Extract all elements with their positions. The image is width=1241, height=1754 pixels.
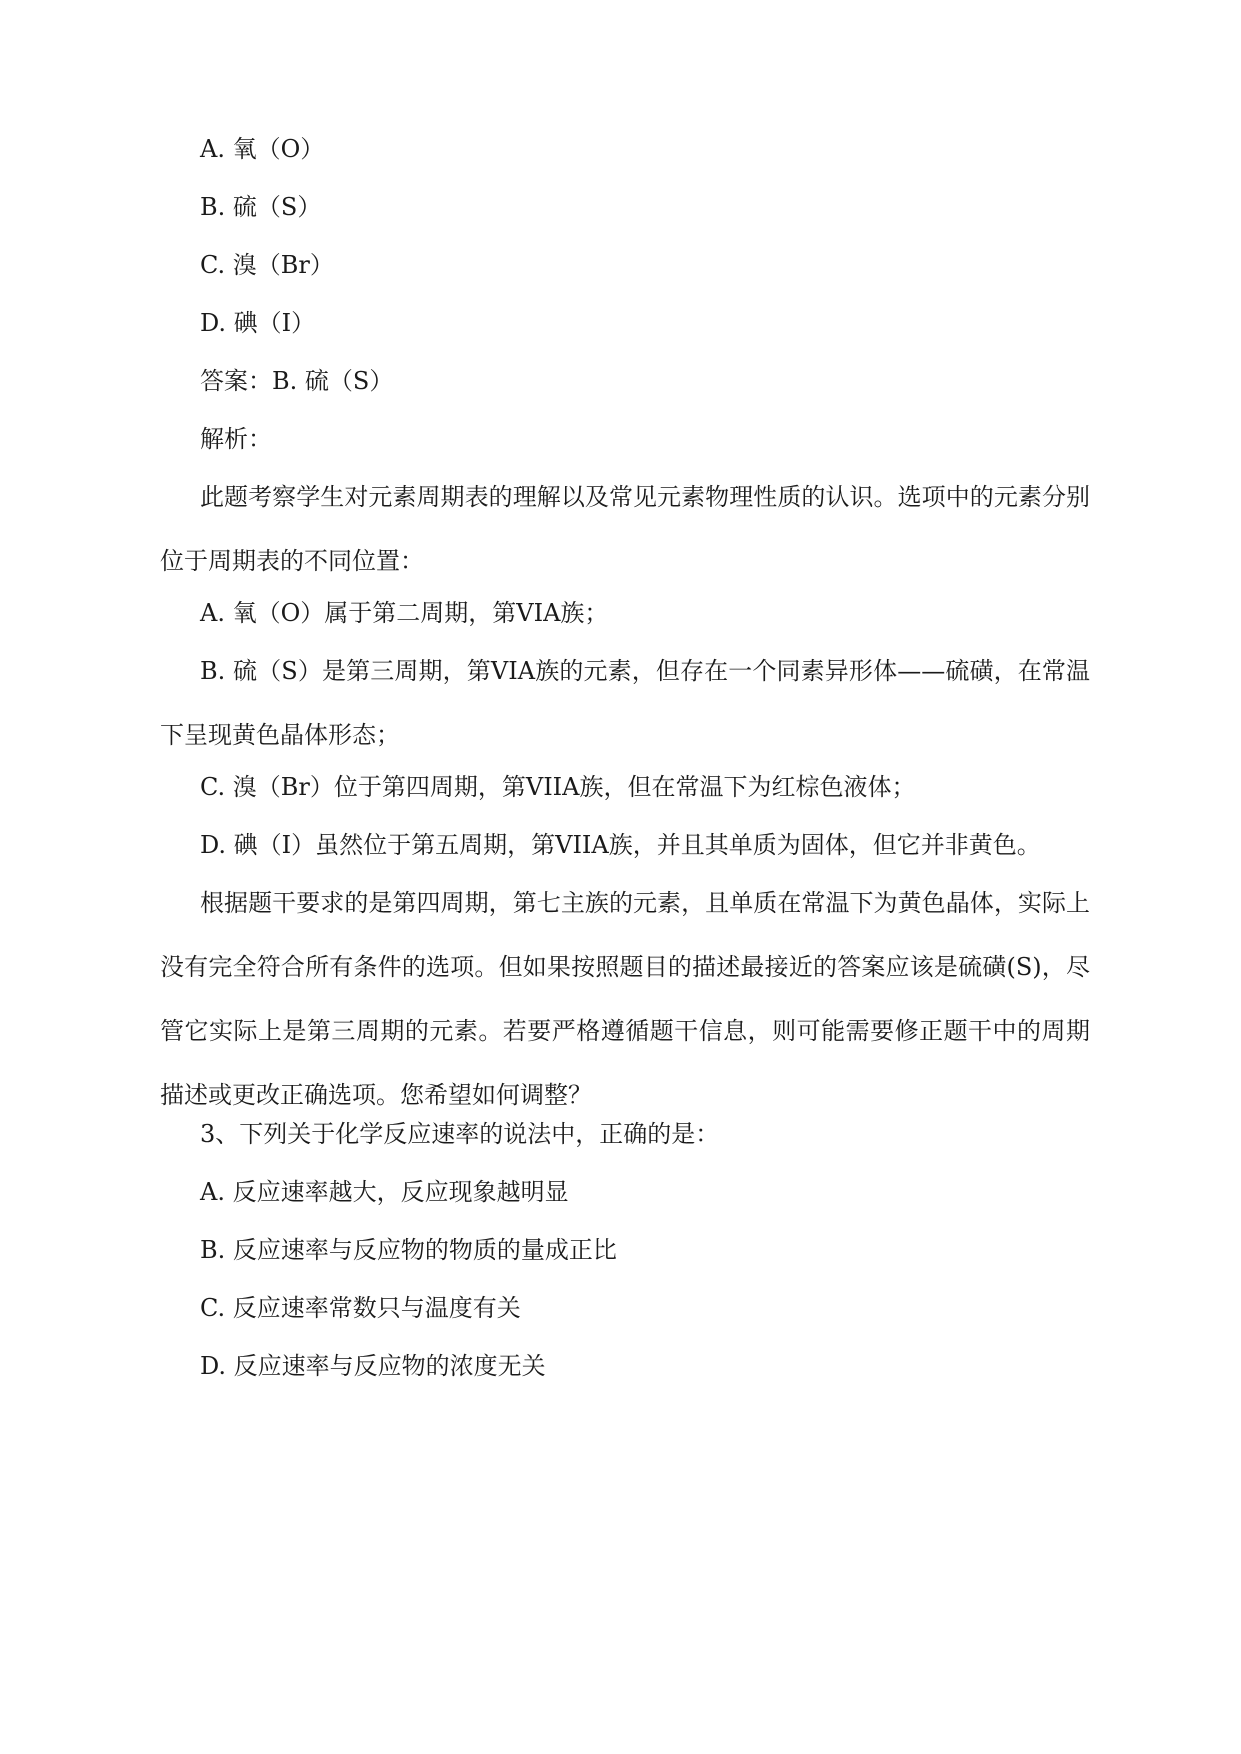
- q3-option-a: A. 反应速率越大，反应现象越明显: [200, 1178, 569, 1206]
- q2-conclusion: 根据题干要求的是第四周期，第七主族的元素，且单质在常温下为黄色晶体，实际上没有完全符合所有条件的选项。但如果按照题目的描述最接近的答案应该是硫磺(S)，尽管它实际上是第三周期的元素。若要严格遵循题干信息，则可能需要修正题干中的周期描述或更改正确选项。您希望如何调整？: [160, 889, 1090, 1109]
- q2-option-d: D. 碘（I）: [200, 309, 316, 337]
- q2-option-c: C. 溴（Br）: [200, 251, 334, 279]
- q2-explanation-a: A. 氧（O）属于第二周期，第VIA族；: [200, 599, 609, 627]
- q3-option-c: C. 反应速率常数只与温度有关: [200, 1294, 521, 1322]
- q2-explanation-b: B. 硫（S）是第三周期，第VIA族的元素，但存在一个同素异形体——硫磺，在常温下呈现黄色晶体形态；: [160, 657, 1090, 749]
- q2-explanation-d: D. 碘（I）虽然位于第五周期，第VIIA族，并且其单质为固体，但它并非黄色。: [200, 831, 1041, 859]
- q2-analysis-title: 解析：: [200, 425, 272, 453]
- q2-answer: 答案：B. 硫（S）: [200, 367, 394, 395]
- q2-option-b: B. 硫（S）: [200, 193, 322, 221]
- q2-option-a: A. 氧（O）: [200, 135, 325, 163]
- q3-option-b: B. 反应速率与反应物的物质的量成正比: [200, 1236, 617, 1264]
- q2-explanation-c: C. 溴（Br）位于第四周期，第VIIA族，但在常温下为红棕色液体；: [200, 773, 916, 801]
- q3-question: 3、下列关于化学反应速率的说法中，正确的是：: [200, 1120, 720, 1148]
- q2-analysis-intro: 此题考察学生对元素周期表的理解以及常见元素物理性质的认识。选项中的元素分别位于周期表的不同位置：: [160, 483, 1090, 575]
- q3-option-d: D. 反应速率与反应物的浓度无关: [200, 1352, 546, 1380]
